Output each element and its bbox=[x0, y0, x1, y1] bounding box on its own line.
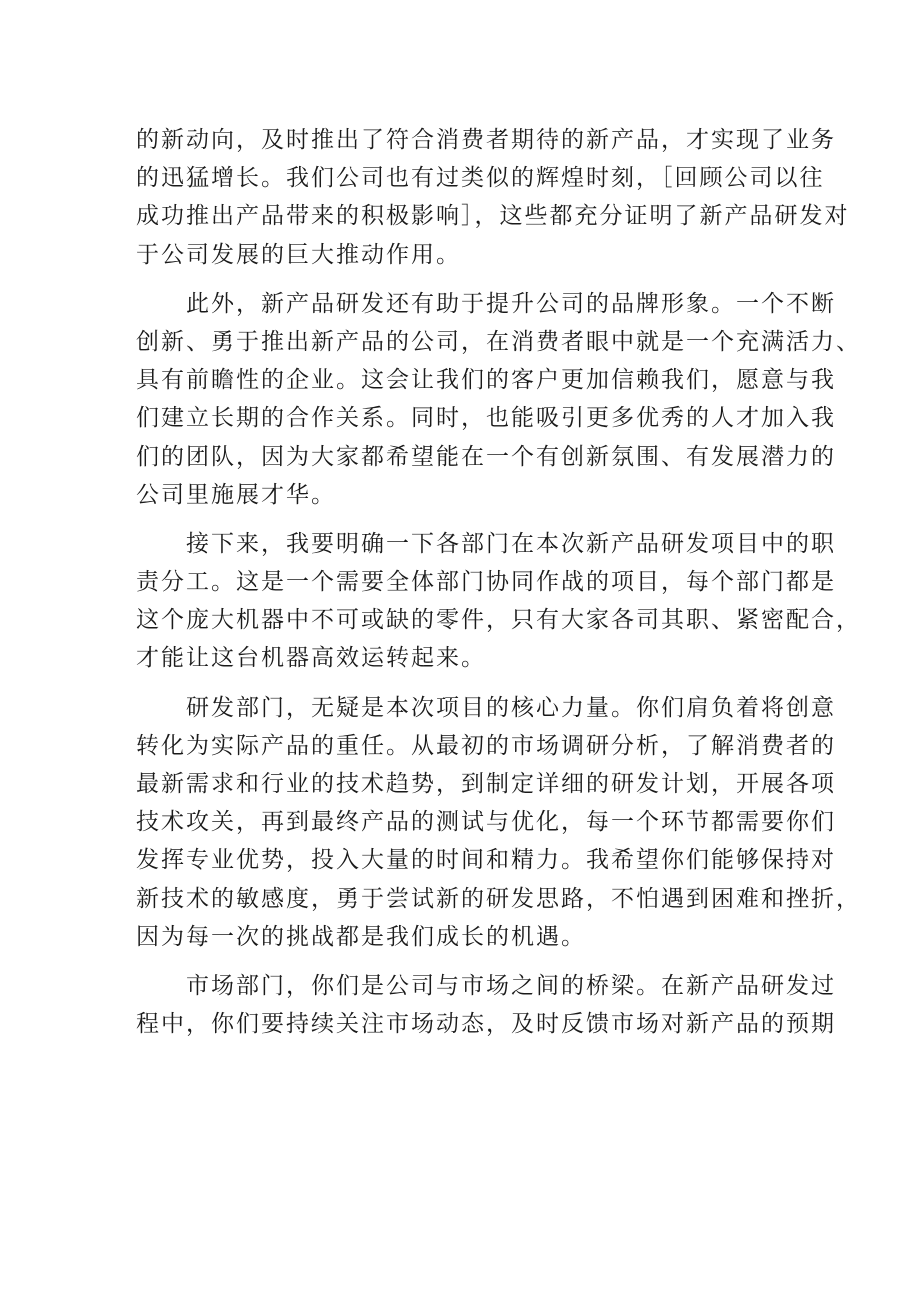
text-line: 具有前瞻性的企业。这会让我们的客户更加信赖我们，愿意与我 bbox=[136, 367, 836, 394]
text-line: 接下来，我要明确一下各部门在本次新产品研发项目中的职 bbox=[136, 530, 836, 557]
text-line: 此外，新产品研发还有助于提升公司的品牌形象。一个不断 bbox=[136, 290, 836, 317]
text-line: 转化为实际产品的重任。从最初的市场调研分析，了解消费者的 bbox=[136, 732, 836, 759]
text-line: 发挥专业优势，投入大量的时间和精力。我希望你们能够保持对 bbox=[136, 847, 836, 874]
paragraph-1 bbox=[136, 121, 850, 274]
text-line: 程中，你们要持续关注市场动态，及时反馈市场对新产品的预期 bbox=[136, 1011, 836, 1038]
document-body bbox=[136, 121, 861, 1043]
text-line: 才能让这台机器高效运转起来。 bbox=[136, 645, 486, 672]
text-line: 们建立长期的合作关系。同时，也能吸引更多优秀的人才加入我 bbox=[136, 405, 836, 432]
text-line: 新技术的敏感度，勇于尝试新的研发思路，不怕遇到困难和挫折， bbox=[136, 885, 861, 912]
text-line: 研发部门，无疑是本次项目的核心力量。你们肩负着将创意 bbox=[136, 694, 836, 721]
text-line: 责分工。这是一个需要全体部门协同作战的项目，每个部门都是 bbox=[136, 569, 836, 596]
text-line: 最新需求和行业的技术趋势，到制定详细的研发计划，开展各项 bbox=[136, 771, 836, 797]
text-line: 的迅猛增长。我们公司也有过类似的辉煌时刻，［回顾公司以往 bbox=[136, 165, 825, 192]
text-line: 创新、勇于推出新产品的公司，在消费者眼中就是一个充满活力、 bbox=[136, 328, 861, 355]
text-line: 成功推出产品带来的积极影响］，这些都充分证明了新产品研发对 bbox=[136, 203, 850, 230]
paragraph-4 bbox=[136, 689, 861, 956]
text-line: 的新动向，及时推出了符合消费者期待的新产品，才实现了业务 bbox=[136, 127, 836, 153]
text-line: 这个庞大机器中不可或缺的零件，只有大家各司其职、紧密配合， bbox=[136, 607, 861, 634]
paragraph-2 bbox=[136, 285, 861, 514]
paragraph-3 bbox=[136, 525, 861, 678]
text-line: 市场部门，你们是公司与市场之间的桥梁。在新产品研发过 bbox=[136, 972, 836, 999]
text-line: 技术攻关，再到最终产品的测试与优化，每一个环节都需要你们 bbox=[136, 809, 836, 836]
text-line: 公司里施展才华。 bbox=[136, 481, 336, 508]
text-line: 因为每一次的挑战都是我们成长的机遇。 bbox=[136, 923, 586, 950]
text-line: 们的团队，因为大家都希望能在一个有创新氛围、有发展潜力的 bbox=[136, 443, 836, 470]
text-line: 于公司发展的巨大推动作用。 bbox=[136, 241, 461, 268]
paragraph-5 bbox=[136, 967, 836, 1043]
